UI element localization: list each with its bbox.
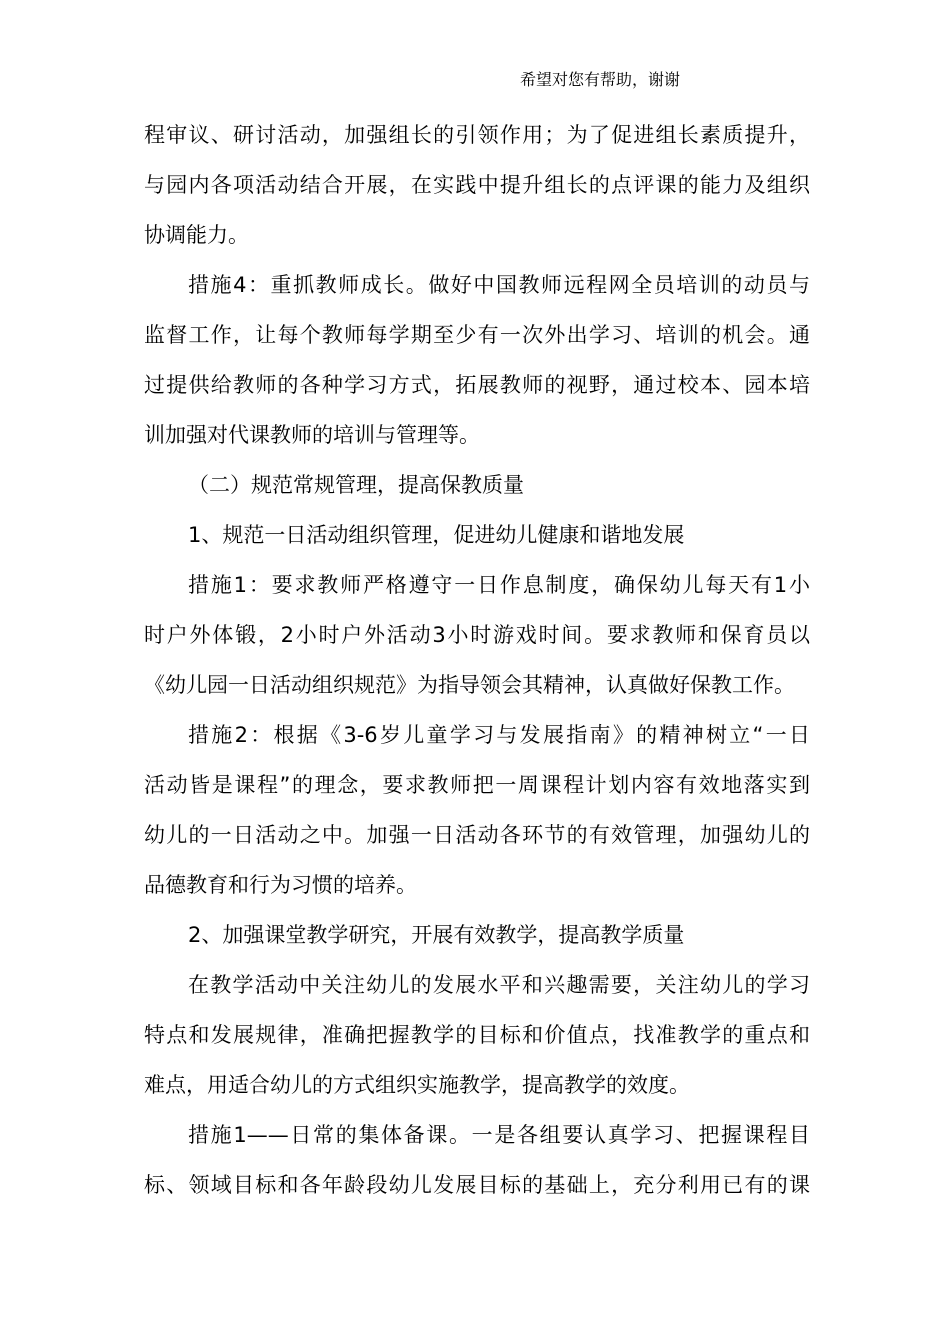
paragraph-line: 标、领域目标和各年龄段幼儿发展目标的基础上，充分利用已有的课 bbox=[144, 1173, 810, 1197]
paragraph-line: 措施2：根据《3-6岁儿童学习与发展指南》的精神树立“一日 bbox=[188, 723, 810, 747]
paragraph-line: 措施4：重抓教师成长。做好中国教师远程网全员培训的动员与 bbox=[188, 273, 810, 297]
paragraph-line: 幼儿的一日活动之中。加强一日活动各环节的有效管理，加强幼儿的 bbox=[144, 823, 810, 847]
subsection-heading: 1、规范一日活动组织管理，促进幼儿健康和谐地发展 bbox=[188, 523, 685, 547]
section-heading: （二）规范常规管理，提高保教质量 bbox=[188, 473, 524, 497]
paragraph-line: 与园内各项活动结合开展，在实践中提升组长的点评课的能力及组织 bbox=[144, 173, 810, 197]
paragraph-line: 训加强对代课教师的培训与管理等。 bbox=[144, 423, 480, 447]
header-note: 希望对您有帮助，谢谢 bbox=[520, 70, 681, 89]
subsection-heading: 2、加强课堂教学研究，开展有效教学，提高教学质量 bbox=[188, 923, 685, 947]
paragraph-line: 特点和发展规律，准确把握教学的目标和价值点，找准教学的重点和 bbox=[144, 1023, 810, 1047]
paragraph-line: 过提供给教师的各种学习方式，拓展教师的视野，通过校本、园本培 bbox=[144, 373, 810, 397]
paragraph-line: 措施1——日常的集体备课。一是各组要认真学习、把握课程目 bbox=[188, 1123, 810, 1147]
body-text bbox=[144, 110, 810, 1210]
paragraph-line: 时户外体锻，2小时户外活动3小时游戏时间。要求教师和保育员以 bbox=[144, 623, 810, 647]
paragraph-line: 监督工作，让每个教师每学期至少有一次外出学习、培训的机会。通 bbox=[144, 323, 810, 347]
paragraph-line: 在教学活动中关注幼儿的发展水平和兴趣需要，关注幼儿的学习 bbox=[188, 973, 810, 997]
paragraph-line: 活动皆是课程”的理念，要求教师把一周课程计划内容有效地落实到 bbox=[144, 773, 810, 797]
paragraph-line: 协调能力。 bbox=[144, 223, 249, 247]
paragraph-line: 品德教育和行为习惯的培养。 bbox=[144, 873, 417, 897]
paragraph-line: 程审议、研讨活动，加强组长的引领作用；为了促进组长素质提升， bbox=[144, 123, 810, 147]
paragraph-line: 措施1：要求教师严格遵守一日作息制度，确保幼儿每天有1小 bbox=[188, 573, 810, 597]
paragraph-line: 难点，用适合幼儿的方式组织实施教学，提高教学的效度。 bbox=[144, 1073, 690, 1097]
paragraph-line: 《幼儿园一日活动组织规范》为指导领会其精神，认真做好保教工作。 bbox=[144, 673, 795, 697]
